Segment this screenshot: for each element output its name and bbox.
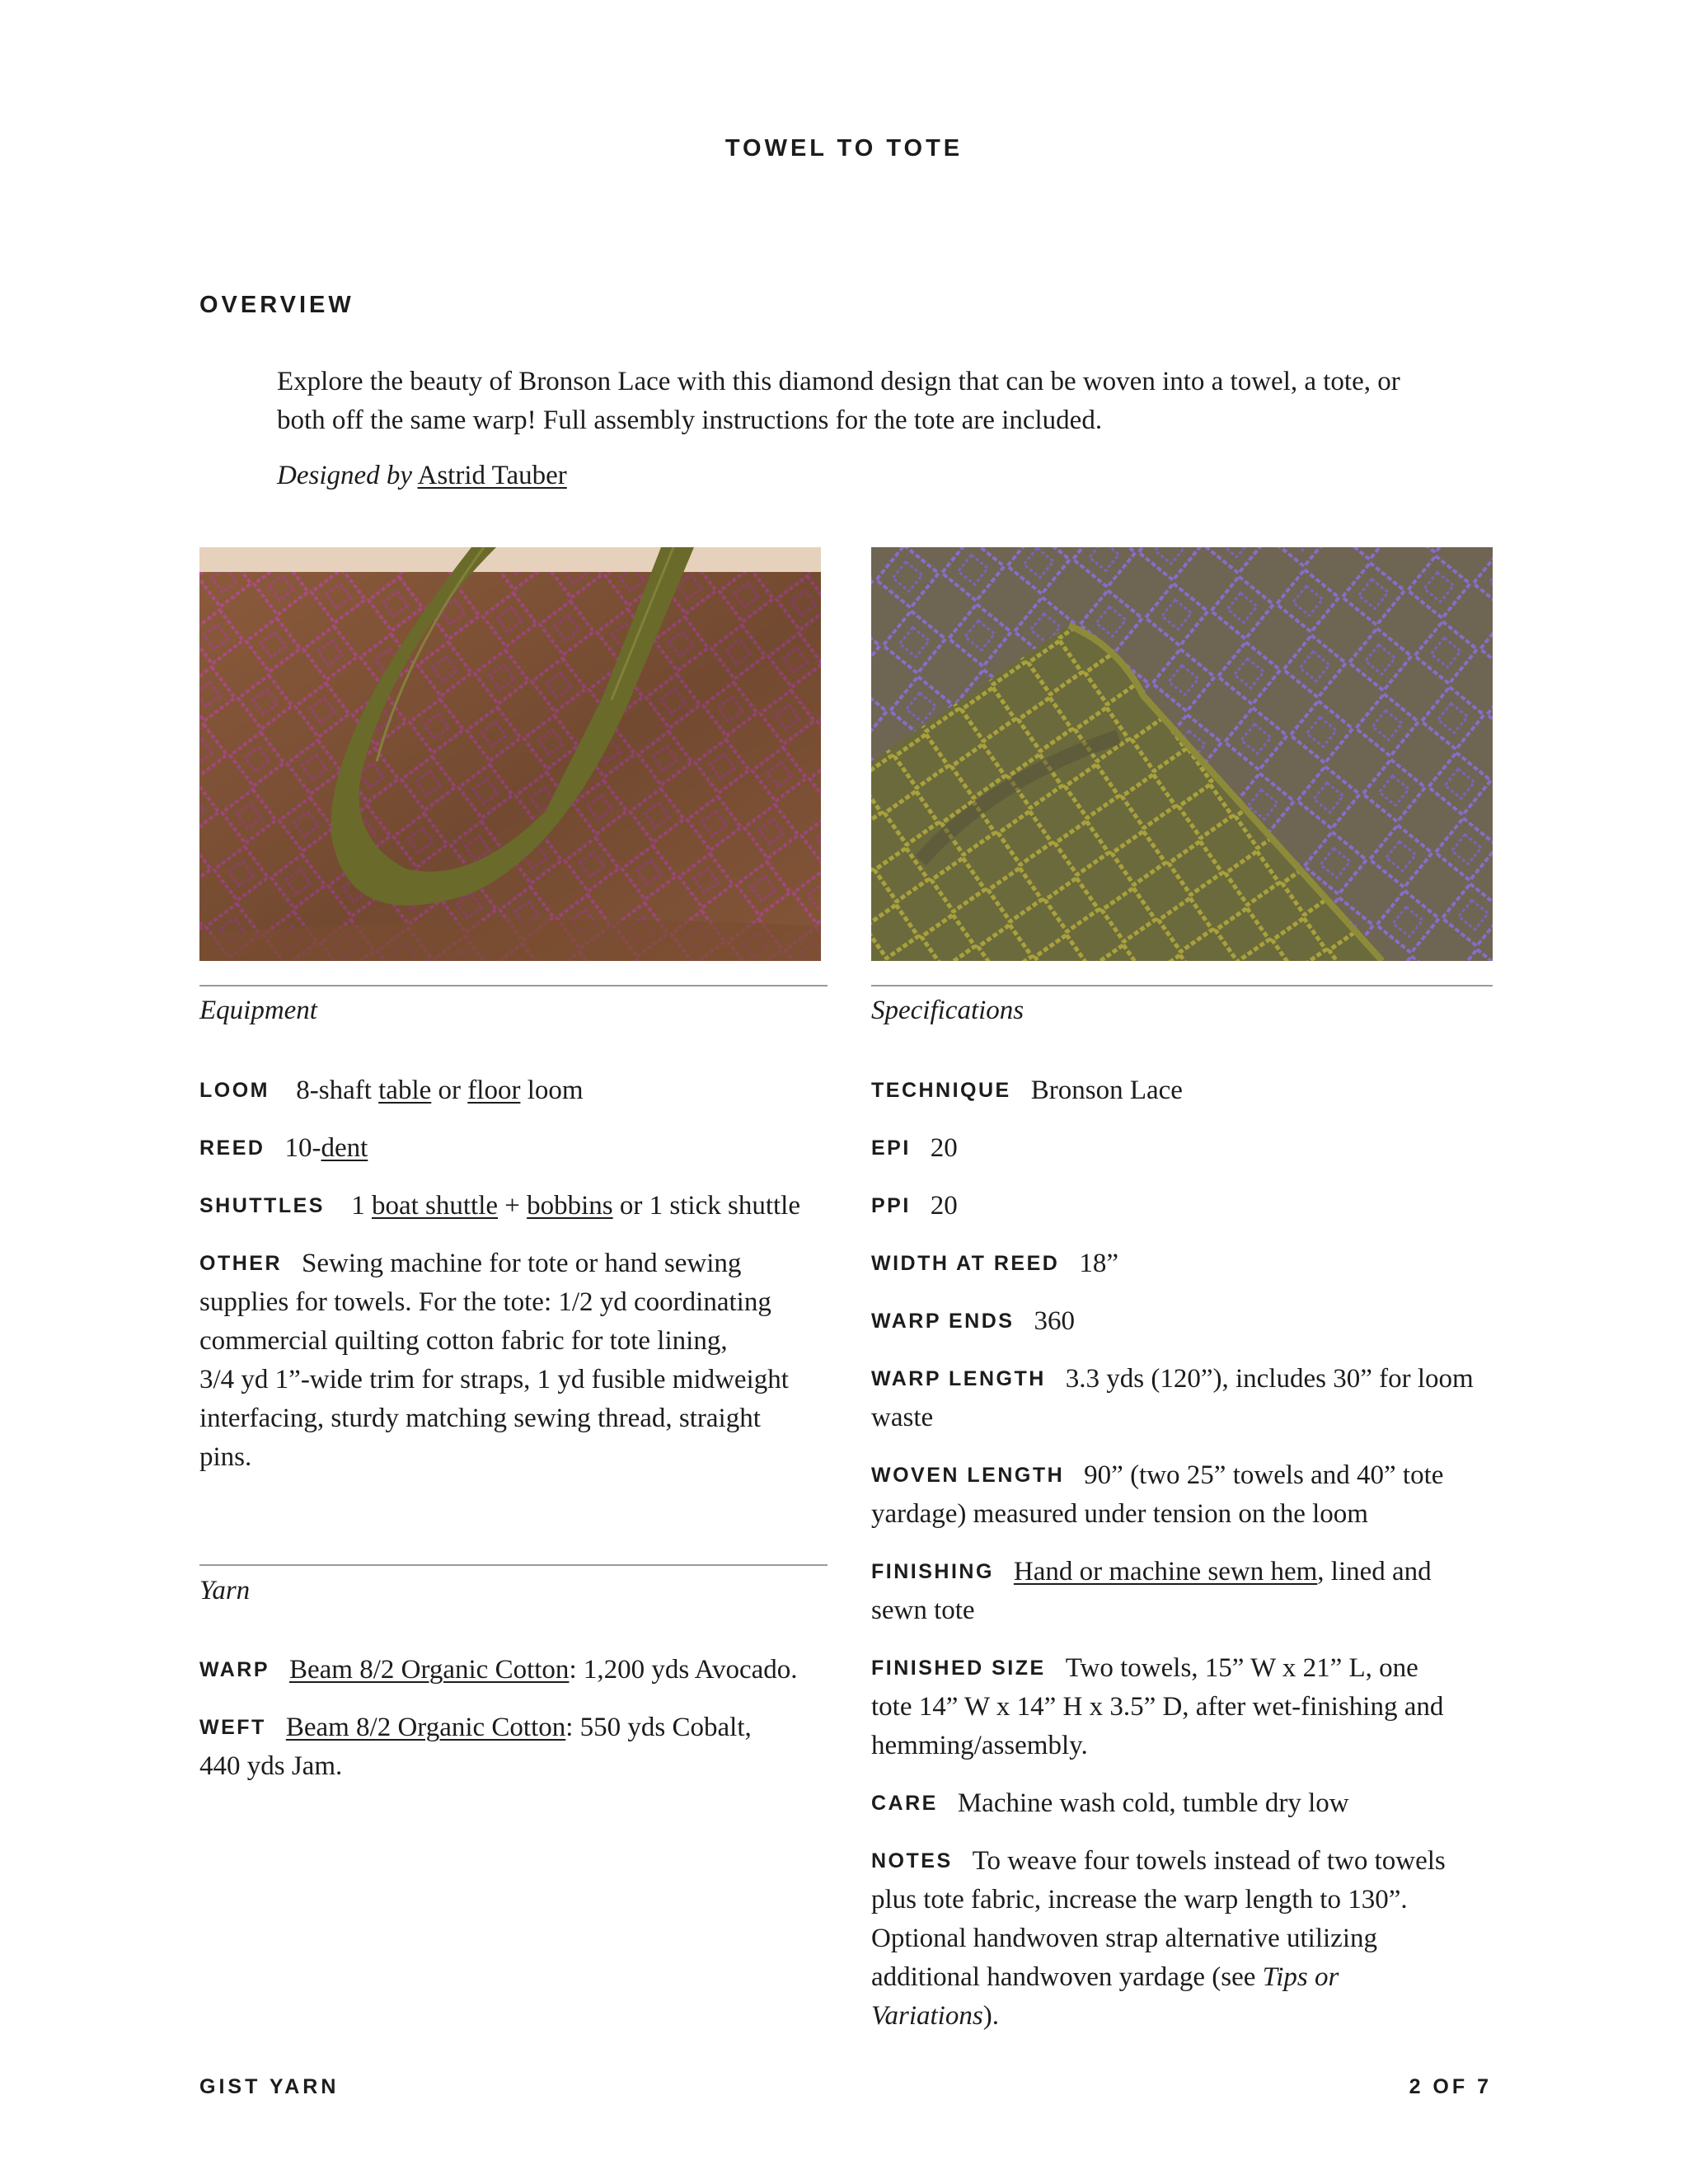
woven-length-label: WOVEN LENGTH: [871, 1464, 1065, 1487]
warp-yarn-link[interactable]: Beam 8/2 Organic Cotton: [289, 1655, 570, 1685]
equipment-heading: Equipment: [199, 996, 317, 1025]
other-line-6: pins.: [199, 1442, 252, 1472]
overview-heading: OVERVIEW: [199, 292, 354, 318]
other-line-3: commercial quilting cotton fabric for tote lining,: [199, 1326, 728, 1356]
finished-size-line-2: tote 14” W x 14” H x 3.5” D, after wet-finishing and: [871, 1692, 1444, 1722]
width-at-reed-value: 18”: [1079, 1249, 1118, 1278]
ppi-label: PPI: [871, 1194, 911, 1217]
equipment-loom: [199, 1071, 584, 1110]
spec-epi: [871, 1129, 958, 1168]
epi-label: EPI: [871, 1137, 911, 1160]
notes-line-4: additional handwoven yardage (see: [871, 1962, 1263, 1992]
woven-length-line-1: 90” (two 25” towels and 40” tote: [1084, 1460, 1444, 1490]
bobbins-link[interactable]: bobbins: [527, 1191, 613, 1221]
weft-label: WEFT: [199, 1716, 266, 1739]
yarn-weft: [199, 1708, 752, 1786]
notes-line-2: plus tote fabric, increase the warp length to 130”.: [871, 1885, 1408, 1915]
dent-link[interactable]: dent: [321, 1133, 368, 1163]
finished-size-line-3: hemming/assembly.: [871, 1731, 1088, 1760]
shuttles-label: SHUTTLES: [199, 1194, 325, 1217]
designer-link[interactable]: Astrid Tauber: [417, 461, 567, 490]
boat-shuttle-link[interactable]: boat shuttle: [371, 1191, 499, 1221]
tote-photo: [199, 547, 821, 961]
reed-label: REED: [199, 1137, 265, 1160]
warp-length-line-2: waste: [871, 1403, 934, 1432]
spec-notes: [871, 1842, 1446, 2036]
spec-ppi: [871, 1187, 958, 1226]
care-label: CARE: [871, 1792, 938, 1815]
loom-text: 8-shaft: [296, 1076, 372, 1105]
page-number: 2 OF 7: [1409, 2075, 1492, 2098]
notes-end: ).: [982, 2001, 999, 2031]
warp-length-line-1: 3.3 yds (120”), includes 30” for loom: [1065, 1364, 1474, 1394]
yarn-divider: [199, 1564, 828, 1566]
notes-variations-ref: Variations: [871, 2001, 983, 2031]
other-line-4: 3/4 yd 1”-wide trim for straps, 1 yd fusible midweight: [199, 1365, 789, 1394]
spec-finished-size: [871, 1649, 1443, 1765]
finishing-line-2: sewn tote: [871, 1596, 975, 1625]
other-line-5: interfacing, sturdy matching sewing thread, straight: [199, 1404, 761, 1433]
other-line-2: supplies for towels. For the tote: 1/2 yd coordinating: [199, 1287, 771, 1317]
warp-ends-value: 360: [1034, 1306, 1075, 1336]
care-value: Machine wash cold, tumble dry low: [957, 1788, 1349, 1818]
notes-tips-ref: Tips or: [1262, 1962, 1339, 1992]
equipment-reed: [199, 1129, 368, 1168]
warp-ends-label: WARP ENDS: [871, 1310, 1015, 1333]
shuttles-count: 1: [351, 1191, 365, 1221]
shuttles-suffix: or 1 stick shuttle: [619, 1191, 800, 1221]
spec-woven-length: [871, 1456, 1443, 1534]
warp-length-label: WARP LENGTH: [871, 1367, 1046, 1390]
ppi-value: 20: [930, 1191, 958, 1221]
spec-width-at-reed: [871, 1244, 1118, 1283]
spec-technique: [871, 1071, 1183, 1110]
notes-label: NOTES: [871, 1849, 953, 1872]
width-at-reed-label: WIDTH AT REED: [871, 1252, 1060, 1275]
weft-amount: : 550 yds Cobalt,: [565, 1713, 752, 1742]
loom-suffix: loom: [527, 1076, 584, 1105]
designed-by: [277, 461, 567, 491]
spec-warp-length: [871, 1360, 1474, 1437]
shuttles-plus: +: [504, 1191, 520, 1221]
specifications-divider: [871, 985, 1493, 987]
finished-size-label: FINISHED SIZE: [871, 1657, 1046, 1680]
finishing-label: FINISHING: [871, 1560, 994, 1583]
equipment-divider: [199, 985, 828, 987]
finishing-suffix: , lined and: [1317, 1557, 1432, 1586]
loom-or: or: [438, 1076, 462, 1105]
equipment-other: [199, 1244, 789, 1477]
spec-warp-ends: [871, 1302, 1075, 1341]
towels-photo: [871, 547, 1493, 961]
overview-text: Explore the beauty of Bronson Lace with this diamond design that can be woven into a towel, a tote, or both off the same warp! Full assembly instructions for the tote are included.: [277, 367, 1400, 435]
designed-by-label: Designed by: [277, 461, 413, 490]
epi-value: 20: [930, 1133, 958, 1163]
equipment-shuttles: [199, 1187, 800, 1226]
document-title: TOWEL TO TOTE: [724, 135, 964, 162]
other-line-1: Sewing machine for tote or hand sewing: [302, 1249, 742, 1278]
floor-loom-link[interactable]: floor: [467, 1076, 521, 1105]
warp-amount: : 1,200 yds Avocado.: [569, 1655, 798, 1685]
spec-care: [871, 1784, 1349, 1823]
spec-finishing: [871, 1553, 1432, 1630]
weft-yarn-link[interactable]: Beam 8/2 Organic Cotton: [285, 1713, 566, 1742]
table-loom-link[interactable]: table: [378, 1076, 432, 1105]
yarn-heading: Yarn: [199, 1576, 251, 1605]
specifications-heading: Specifications: [871, 996, 1025, 1025]
woven-length-line-2: yardage) measured under tension on the loom: [871, 1499, 1368, 1529]
loom-label: LOOM: [199, 1079, 270, 1102]
technique-value: Bronson Lace: [1030, 1076, 1183, 1105]
notes-line-1: To weave four towels instead of two towels: [972, 1846, 1446, 1876]
weft-amount-2: 440 yds Jam.: [199, 1751, 343, 1781]
notes-line-3: Optional handwoven strap alternative utilizing: [871, 1924, 1377, 1953]
reed-text: 10-: [284, 1133, 321, 1163]
footer-brand: GIST YARN: [199, 2075, 340, 2098]
hem-link[interactable]: Hand or machine sewn hem: [1013, 1557, 1318, 1586]
finished-size-line-1: Two towels, 15” W x 21” L, one: [1065, 1653, 1418, 1683]
warp-label: WARP: [199, 1658, 270, 1681]
technique-label: TECHNIQUE: [871, 1079, 1011, 1102]
yarn-warp: [199, 1651, 798, 1690]
other-label: OTHER: [199, 1252, 282, 1275]
